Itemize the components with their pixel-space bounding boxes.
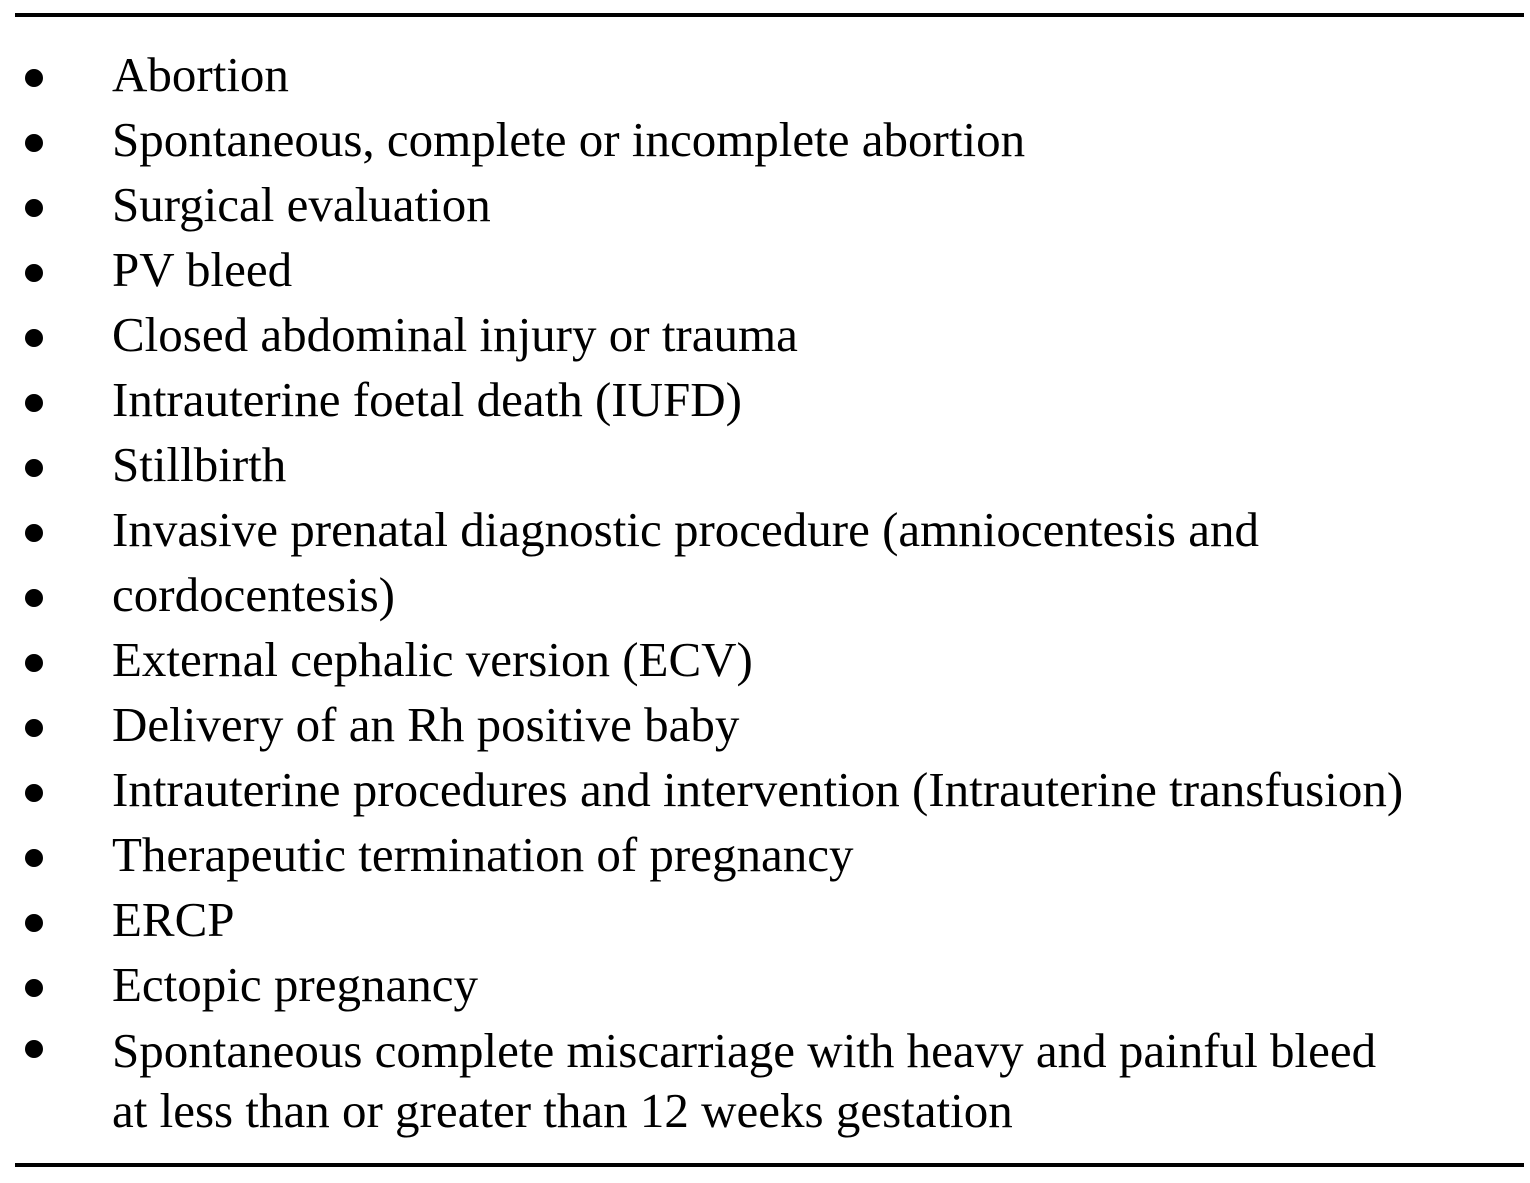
bullet-icon: [25, 394, 43, 412]
list-item-text: Surgical evaluation: [112, 177, 491, 232]
list-item: [0, 1017, 1530, 1141]
list-item-text: Therapeutic termination of pregnancy: [112, 827, 854, 882]
list-item-text: Intrauterine procedures and intervention (Intrauterine transfusion): [112, 762, 1404, 817]
list-item: [0, 822, 1530, 887]
list-item: [0, 432, 1530, 497]
list-item-text: Abortion: [112, 47, 289, 102]
indication-list: [0, 42, 1530, 1141]
bullet-icon: [25, 654, 43, 672]
list-item: [0, 172, 1530, 237]
bullet-icon: [25, 524, 43, 542]
list-item-text: External cephalic version (ECV): [112, 632, 753, 687]
list-item: [0, 497, 1530, 562]
list-item: [0, 107, 1530, 172]
list-item-text: Invasive prenatal diagnostic procedure (amniocentesis and: [112, 502, 1259, 557]
list-item-text: Delivery of an Rh positive baby: [112, 697, 740, 752]
bullet-icon: [25, 849, 43, 867]
list-item-text: Closed abdominal injury or trauma: [112, 307, 798, 362]
list-item: [0, 237, 1530, 302]
bottom-rule: [15, 1163, 1524, 1167]
list-item-text: Spontaneous, complete or incomplete abortion: [112, 112, 1026, 167]
list-item: [0, 367, 1530, 432]
bullet-icon: [25, 69, 43, 87]
list-item: [0, 627, 1530, 692]
list-item-text: Stillbirth: [112, 437, 287, 492]
bullet-icon: [25, 589, 43, 607]
list-item-text: Intrauterine foetal death (IUFD): [112, 372, 742, 427]
list-item-text: Ectopic pregnancy: [112, 957, 478, 1012]
top-rule: [15, 13, 1524, 17]
list-item-text: ERCP: [112, 892, 235, 947]
bullet-icon: [25, 914, 43, 932]
list-item-text: cordocentesis): [112, 567, 395, 622]
list-item: [0, 302, 1530, 367]
list-item-text-line-2: at less than or greater than 12 weeks gestation: [112, 1083, 1013, 1138]
bullet-icon: [25, 264, 43, 282]
bullet-icon: [25, 719, 43, 737]
list-item: [0, 952, 1530, 1017]
bullet-icon: [25, 784, 43, 802]
list-item-text: PV bleed: [112, 242, 293, 297]
bullet-icon: [25, 1040, 43, 1058]
list-item: [0, 692, 1530, 757]
bullet-icon: [25, 979, 43, 997]
bullet-icon: [25, 459, 43, 477]
bullet-icon: [25, 199, 43, 217]
list-item: [0, 887, 1530, 952]
list-item: [0, 757, 1530, 822]
bullet-icon: [25, 329, 43, 347]
bullet-icon: [25, 134, 43, 152]
list-item: [0, 42, 1530, 107]
list-item-text-line-1: Spontaneous complete miscarriage with heavy and painful bleed: [112, 1023, 1377, 1078]
list-item: [0, 562, 1530, 627]
